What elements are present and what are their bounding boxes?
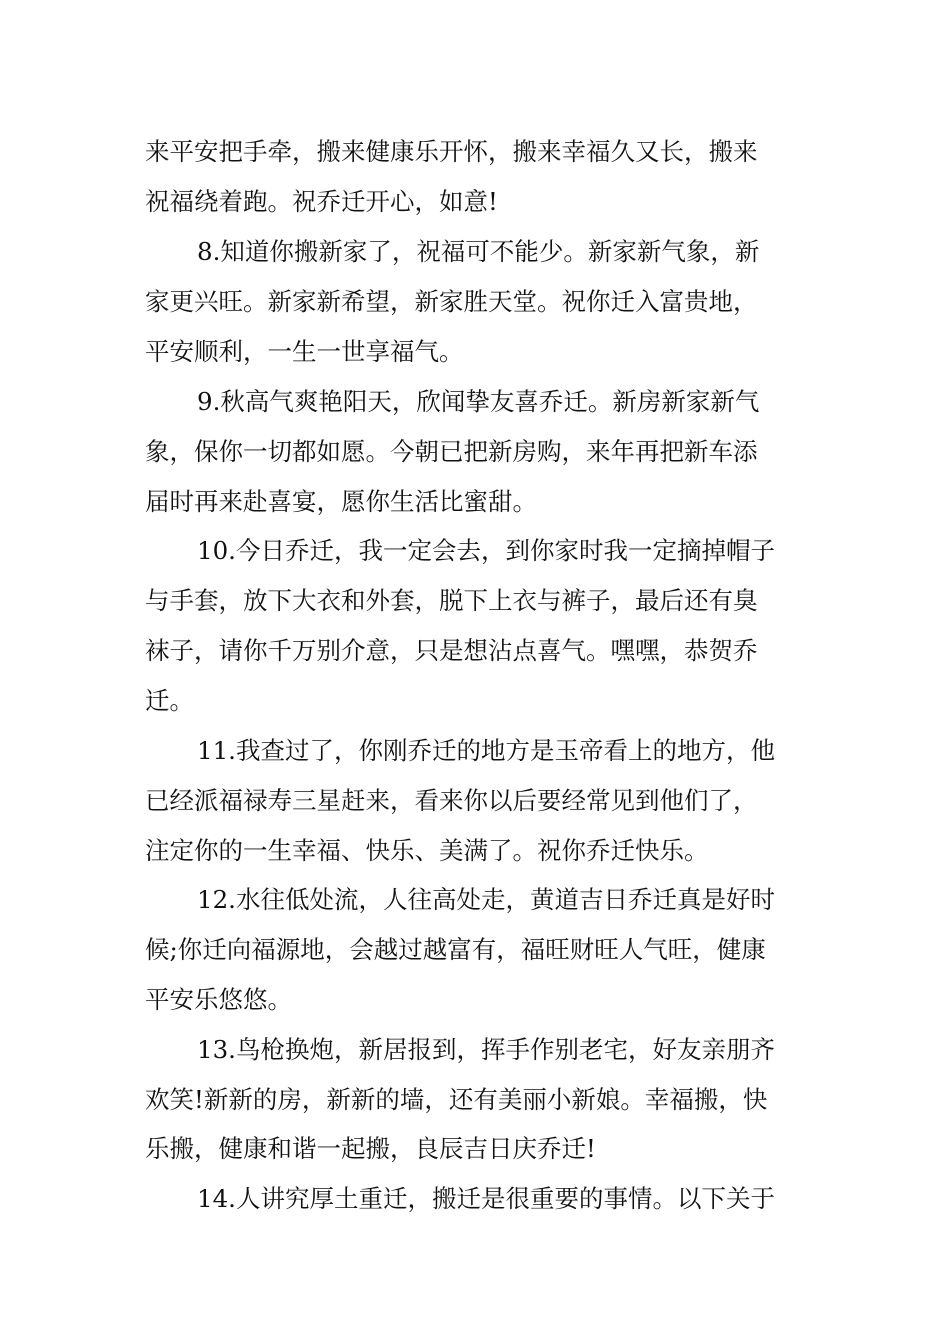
text-line: 与手套，放下大衣和外套，脱下上衣与裤子，最后还有臭 (145, 586, 758, 615)
paragraph-first-line: 10.今日乔迁，我一定会去，到你家时我一定摘掉帽子 (197, 536, 775, 565)
paragraph-first-line: 13.鸟枪换炮，新居报到，挥手作别老宅，好友亲朋齐 (197, 1035, 775, 1064)
paragraph-first-line: 8.知道你搬新家了，祝福可不能少。新家新气象，新 (197, 237, 760, 266)
text-line: 候;你迁向福源地，会越过越富有，福旺财旺人气旺，健康 (145, 935, 766, 964)
text-line: 平安乐悠悠。 (145, 985, 292, 1014)
text-line: 乐搬，健康和谐一起搬，良辰吉日庆乔迁! (145, 1134, 596, 1163)
text-line: 袜子，请你千万别介意，只是想沾点喜气。嘿嘿，恭贺乔 (145, 636, 758, 665)
text-line: 迁。 (145, 686, 194, 715)
text-line: 祝福绕着跑。祝乔迁开心，如意! (145, 187, 498, 216)
paragraph-first-line: 9.秋高气爽艳阳天，欣闻挚友喜乔迁。新房新家新气 (197, 387, 760, 416)
text-line: 来平安把手牵，搬来健康乐开怀，搬来幸福久又长，搬来 (145, 137, 758, 166)
paragraph-first-line: 11.我查过了，你刚乔迁的地方是玉帝看上的地方，他 (197, 736, 775, 765)
text-line: 家更兴旺。新家新希望，新家胜天堂。祝你迁入富贵地， (145, 287, 758, 316)
paragraph-first-line: 14.人讲究厚土重迁，搬迁是很重要的事情。以下关于 (197, 1184, 775, 1213)
text-line: 象，保你一切都如愿。今朝已把新房购，来年再把新车添 (145, 437, 758, 466)
paragraph-first-line: 12.水往低处流，人往高处走，黄道吉日乔迁真是好时 (197, 885, 775, 914)
text-line: 注定你的一生幸福、快乐、美满了。祝你乔迁快乐。 (145, 836, 709, 865)
text-line: 届时再来赴喜宴，愿你生活比蜜甜。 (145, 487, 537, 516)
text-line: 已经派福禄寿三星赶来，看来你以后要经常见到他们了， (145, 786, 758, 815)
text-line: 平安顺利，一生一世享福气。 (145, 337, 464, 366)
text-line: 欢笑!新新的房，新新的墙，还有美丽小新娘。幸福搬，快 (145, 1085, 768, 1114)
